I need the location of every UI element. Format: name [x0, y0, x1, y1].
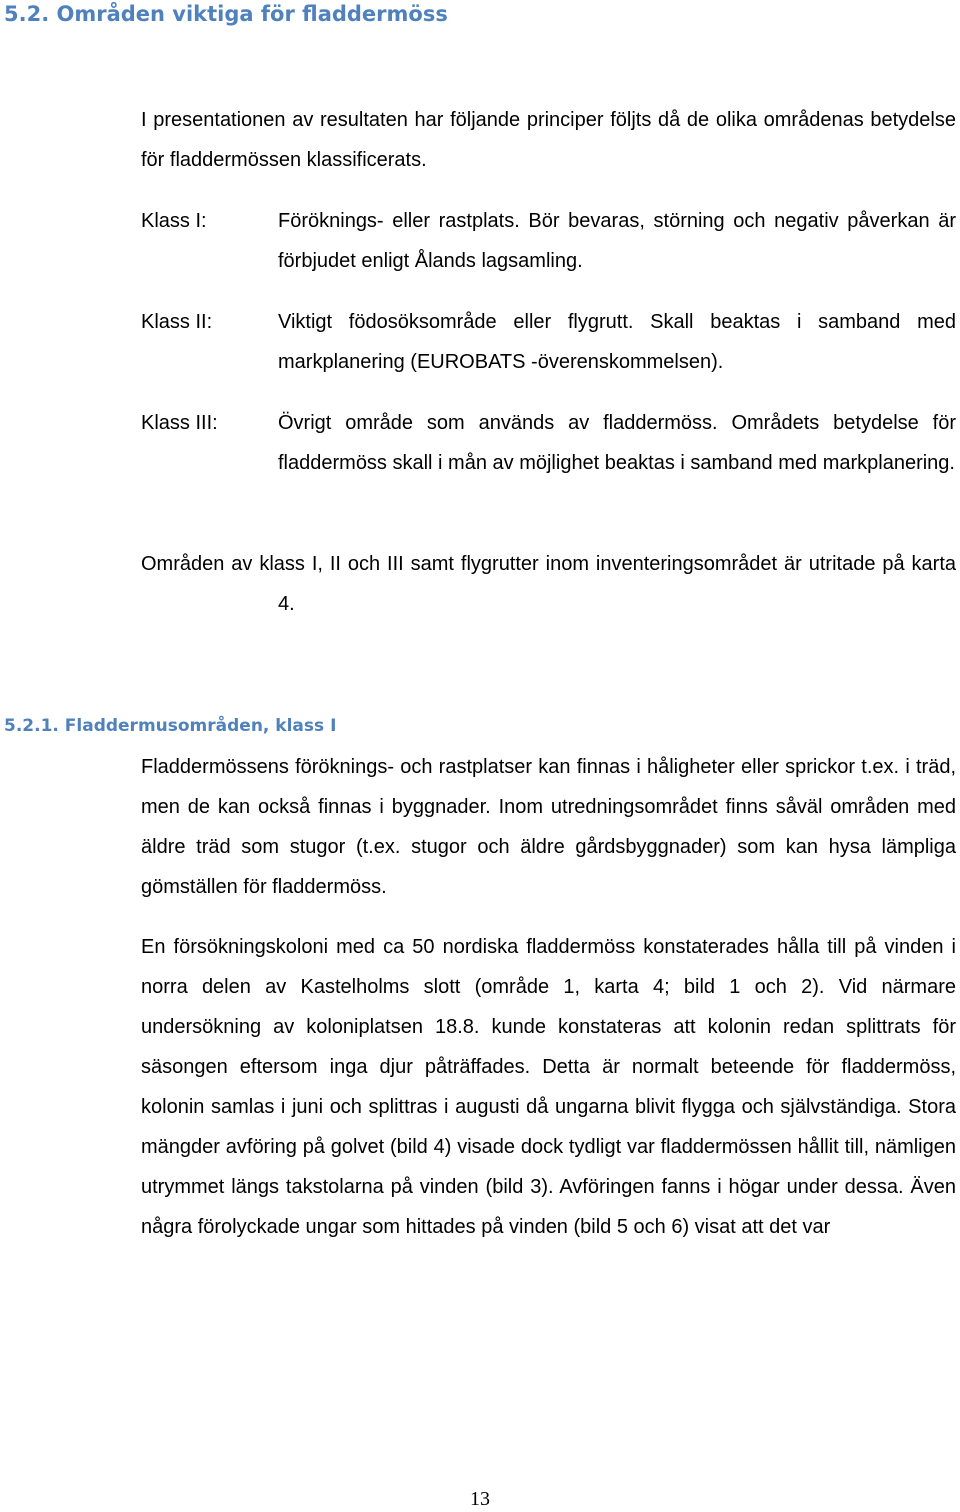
summary-paragraph: Områden av klass I, II och III samt flygrutter inom inventeringsområdet är utritade på karta 4.: [141, 553, 956, 615]
class-2-label: Klass II:: [141, 311, 213, 333]
intro-paragraph: I presentationen av resultaten har följande principer följts då de olika områdenas betydelse för fladdermössen klassificerats.: [141, 109, 956, 171]
subsection-paragraph-2: En försökningskoloni med ca 50 nordiska fladdermöss konstaterades hålla till på vinden i norra delen av Kastelholms slott (område 1, karta 4; bild 1 och 2). Vid närmare undersökning av koloniplatsen 18.8. kunde konstateras att kolonin redan splittrats för säsongen eftersom inga djur påträffades. Detta är normalt beteende för fladdermöss, kolonin samlas i juni och splittras i augusti då ungarna blivit flygga och självständiga. Stora mängder avföring på golvet (bild 4) visade dock tydligt var fladdermössen hållit till, nämligen utrymmet längs takstolarna på vinden (bild 3). Avföringen fanns i högar under dessa. Även några förolyckade ungar som hittades på vinden (bild 5 och 6) visat att det var: [141, 936, 956, 1238]
class-1-label: Klass I:: [141, 210, 207, 232]
subsection-paragraph-1: Fladdermössens föröknings- och rastplatser kan finnas i håligheter eller sprickor t.ex. i träd, men de kan också finnas i byggnader. Inom utredningsområdet finns såväl områden med äldre träd som stugor (t.ex. stugor och äldre gårdsbyggnader) som kan hysa lämpliga gömställen för fladdermöss.: [141, 756, 956, 898]
subsection-heading: 5.2.1. Fladdermusområden, klass I: [4, 716, 337, 736]
class-3-label: Klass III:: [141, 412, 218, 434]
class-3-description: Övrigt område som används av fladdermöss. Områdets betydelse för fladdermöss skall i mån av möjlighet beaktas i samband med markplanering.: [278, 412, 956, 474]
section-heading: 5.2. Områden viktiga för fladdermöss: [4, 2, 448, 26]
class-2-description: Viktigt födosöksområde eller flygrutt. Skall beaktas i samband med markplanering (EUROBATS -överenskommelsen).: [278, 311, 956, 373]
page-number: 13: [470, 1488, 490, 1510]
class-1-description: Föröknings- eller rastplats. Bör bevaras, störning och negativ påverkan är förbjudet enligt Ålands lagsamling.: [278, 210, 956, 272]
